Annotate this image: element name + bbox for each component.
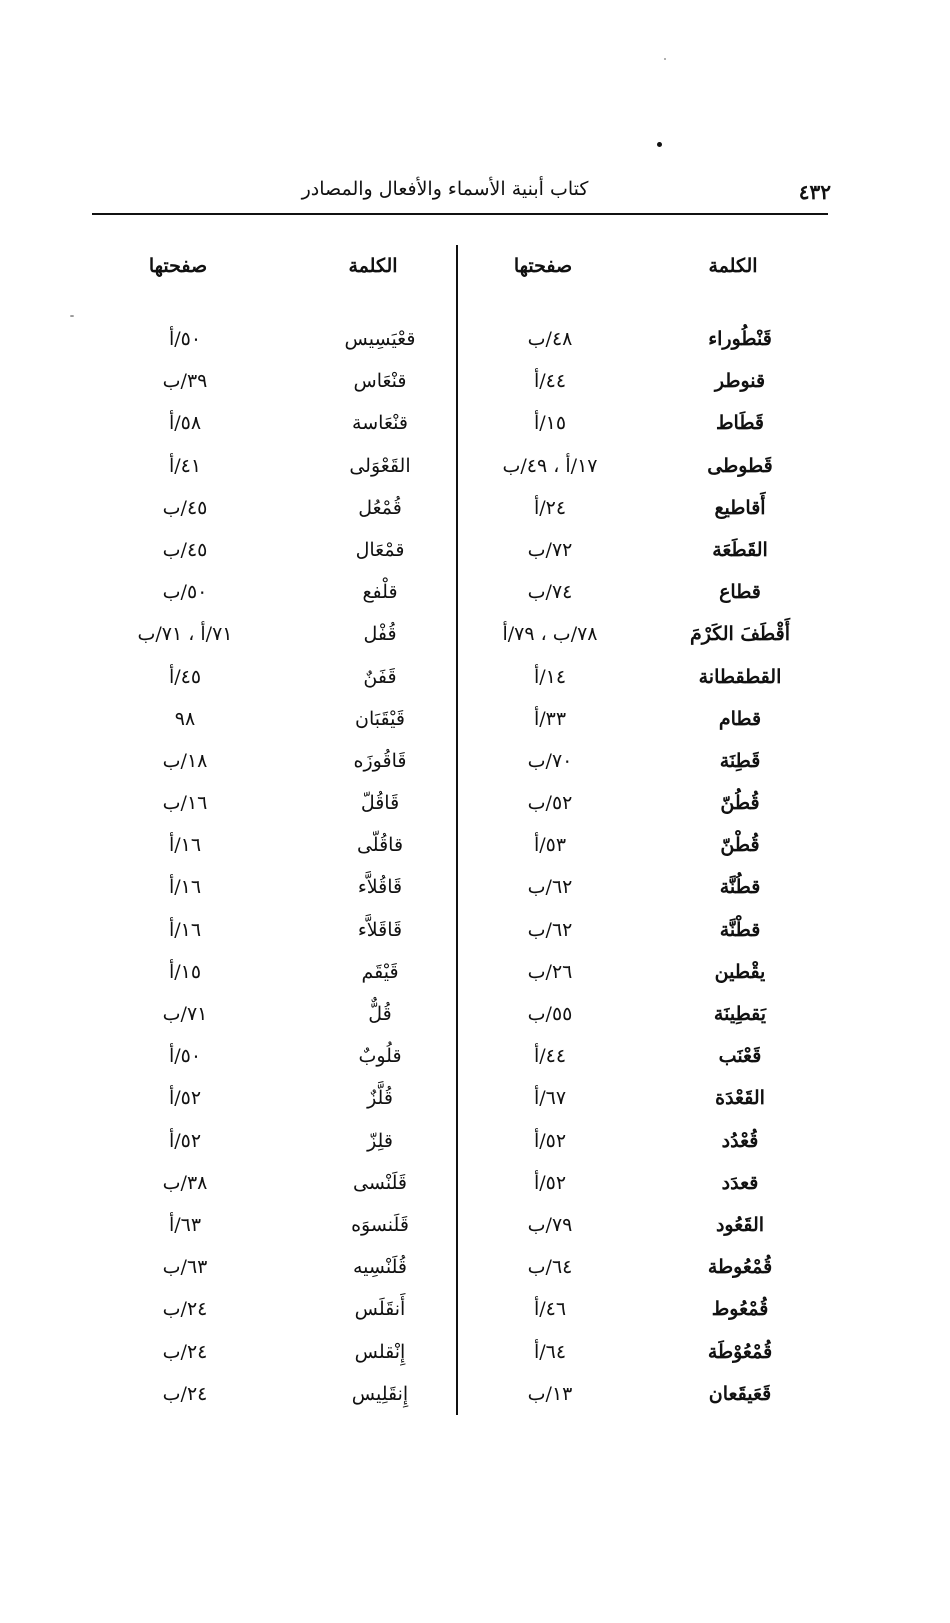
table-row (0, 828, 950, 870)
right-word-cell: أَقاطيع (714, 496, 766, 519)
left-page-cell: ٥٢/أ (168, 1087, 202, 1110)
table-row (0, 449, 950, 491)
left-word-cell: قعْيَسِيس (344, 328, 416, 350)
left-page-cell: ٥٠/ب (162, 581, 208, 604)
right-word-cell: قطام (718, 707, 762, 730)
left-page-cell: ٧١/أ ، ٧١/ب (137, 623, 233, 646)
left-page-cell: ٢٤/ب (162, 1382, 208, 1405)
running-title: كتاب أبنية الأسماء والأفعال والمصادر (301, 178, 589, 200)
left-word-cell: قُلَنْسِيه (353, 1256, 407, 1279)
right-page-header: صفحتها (513, 255, 573, 277)
right-word-cell: قَنْطُوراء (708, 328, 772, 350)
speck (70, 315, 74, 317)
table-row (0, 1292, 950, 1334)
left-page-cell: ٦٣/ب (162, 1256, 208, 1279)
left-word-cell: إِنقَلِيس (351, 1382, 409, 1405)
right-page-cell: ٦٧/أ (533, 1087, 567, 1110)
table-row (0, 406, 950, 448)
left-page-cell: ٤٥/أ (168, 665, 202, 688)
ink-dot (657, 142, 662, 147)
table-row (0, 1081, 950, 1123)
right-page-cell: ٥٢/أ (533, 1129, 567, 1152)
left-word-cell: قمْعَال (355, 538, 405, 561)
right-word-cell: يَقطِينَة (713, 1003, 767, 1025)
table-row (0, 955, 950, 997)
left-page-cell: ١٦/ب (162, 792, 208, 815)
left-word-cell: قلُوبٌ (358, 1045, 402, 1068)
left-page-cell: ١٦/أ (168, 834, 202, 857)
right-word-cell: قَطِنَة (719, 749, 761, 772)
left-page-cell: ٥٠/أ (168, 328, 202, 350)
right-page-cell: ٧٢/ب (527, 538, 573, 561)
left-page-header: صفحتها (148, 255, 208, 277)
right-page-cell: ٧٩/ب (527, 1213, 573, 1236)
right-page-cell: ١٤/أ (533, 665, 567, 688)
right-page-cell: ١٥/أ (533, 412, 567, 435)
right-page-cell: ٧٤/ب (527, 581, 573, 604)
right-page-cell: ٥٢/أ (533, 1171, 567, 1194)
right-page-cell: ٤٦/أ (533, 1298, 567, 1321)
right-word-cell: قَعْنَب (718, 1045, 762, 1068)
left-page-cell: ٤٥/ب (162, 538, 208, 561)
right-page-cell: ٦٤/أ (533, 1340, 567, 1363)
left-page-cell: ١٦/أ (168, 876, 202, 899)
left-page-cell: ٤٥/ب (162, 496, 208, 519)
left-word-cell: قنْعَاسة (352, 412, 408, 435)
table-row (0, 870, 950, 912)
right-page-cell: ٤٤/أ (533, 370, 567, 393)
right-word-cell: القَعُود (715, 1213, 765, 1236)
right-page-cell: ١٣/ب (527, 1382, 573, 1405)
table-row (0, 997, 950, 1039)
right-word-cell: قَطوطى (707, 454, 773, 477)
left-word-header: الكلمة (348, 255, 398, 277)
left-word-cell: قلْفع (362, 581, 398, 604)
left-page-cell: ٥٨/أ (168, 412, 202, 435)
right-word-cell: قُطُنّ (720, 792, 760, 815)
header-rule (92, 213, 828, 215)
left-word-cell: قَاقُوزَه (353, 749, 407, 772)
table-row (0, 575, 950, 617)
right-word-cell: يقْطين (714, 960, 766, 983)
left-word-cell: قنْعَاس (353, 370, 407, 393)
table-row (0, 744, 950, 786)
table-row (0, 1124, 950, 1166)
left-word-cell: قَفَنٌ (363, 665, 397, 688)
right-word-cell: قنوطر (714, 370, 766, 393)
right-word-cell: قُمْعُوطة (707, 1256, 773, 1279)
left-page-cell: ٢٤/ب (162, 1340, 208, 1363)
left-page-cell: ١٦/أ (168, 918, 202, 941)
right-page-cell: ٥٢/ب (527, 792, 573, 815)
right-word-header: الكلمة (708, 255, 758, 277)
right-page-cell: ٦٤/ب (527, 1256, 573, 1279)
table-row (0, 322, 950, 364)
table-row (0, 660, 950, 702)
right-word-cell: أَقْطَفَ الكَرْمَ (689, 623, 791, 646)
left-word-cell: قَيْقَم (361, 960, 399, 983)
left-word-cell: قُلٌّ (368, 1003, 392, 1025)
right-word-cell: القطقطانة (698, 665, 782, 688)
left-page-cell: ٦٣/أ (168, 1213, 202, 1236)
table-row (0, 786, 950, 828)
right-page-cell: ٥٣/أ (533, 834, 567, 857)
right-word-cell: قَطَاط (715, 412, 765, 435)
left-word-cell: قَيْقَبَان (355, 707, 405, 730)
table-row (0, 1335, 950, 1377)
index-table (0, 322, 950, 1419)
table-row (0, 913, 950, 955)
left-word-cell: قُفْل (363, 623, 397, 646)
table-row (0, 1039, 950, 1081)
left-word-cell: قلِزّ (367, 1129, 393, 1152)
right-page-cell: ١٧/أ ، ٤٩/ب (502, 454, 598, 477)
right-word-cell: القَعْدَة (715, 1087, 765, 1110)
left-page-cell: ٥٠/أ (168, 1045, 202, 1068)
left-word-cell: قَاقُلّ (360, 792, 400, 815)
right-word-cell: قطُنَّة (719, 876, 761, 899)
right-page-cell: ٤٨/ب (527, 328, 573, 350)
right-word-cell: قُمْعُوْطَة (707, 1340, 773, 1363)
left-word-cell: قُمْعُل (358, 496, 402, 519)
right-page-cell: ٥٥/ب (527, 1003, 573, 1025)
left-word-cell: أَنقَلَس (354, 1298, 406, 1321)
left-page-cell: ١٨/ب (162, 749, 208, 772)
left-word-cell: قَلَنسوَه (351, 1213, 409, 1236)
right-word-cell: قُعْدُد (721, 1129, 759, 1152)
left-page-cell: ٢٤/ب (162, 1298, 208, 1321)
left-page-cell: ٩٨ (174, 707, 196, 730)
left-word-cell: قَاقُلاَّء (357, 876, 403, 899)
table-row (0, 1208, 950, 1250)
right-word-cell: القَطَعَة (712, 538, 768, 561)
right-page-cell: ٢٤/أ (533, 496, 567, 519)
right-page-cell: ٦٢/ب (527, 876, 573, 899)
right-word-cell: قُمْعُوط (711, 1298, 769, 1321)
table-row (0, 364, 950, 406)
left-page-cell: ٧١/ب (162, 1003, 208, 1025)
left-page-cell: ٣٩/ب (162, 370, 208, 393)
right-word-cell: قُطْنّ (720, 834, 760, 857)
left-word-cell: قَلَنْسى (353, 1171, 407, 1194)
left-word-cell: القَعْوَلى (349, 454, 411, 477)
left-word-cell: إِنْقلس (354, 1340, 406, 1363)
right-word-cell: قطْنَّة (719, 918, 761, 941)
left-page-cell: ١٥/أ (168, 960, 202, 983)
left-word-cell: قاقُلّى (356, 834, 404, 857)
left-page-cell: ٣٨/ب (162, 1171, 208, 1194)
right-word-cell: قَعَيقَعان (708, 1382, 772, 1405)
table-row (0, 1166, 950, 1208)
page-number: ٤٣٢ (798, 180, 831, 204)
table-row (0, 491, 950, 533)
right-page-cell: ٤٤/أ (533, 1045, 567, 1068)
right-page-cell: ٣٣/أ (533, 707, 567, 730)
left-page-cell: ٤١/أ (168, 454, 202, 477)
table-row (0, 702, 950, 744)
right-word-cell: قطاع (719, 581, 761, 604)
right-page-cell: ٧٨/ب ، ٧٩/أ (502, 623, 598, 646)
left-page-cell: ٥٢/أ (168, 1129, 202, 1152)
right-page-cell: ٢٦/ب (527, 960, 573, 983)
right-word-cell: قعدَد (721, 1171, 759, 1194)
speck (664, 58, 666, 60)
table-row (0, 617, 950, 659)
left-word-cell: قُلَّزٌ (367, 1087, 393, 1110)
right-page-cell: ٧٠/ب (527, 749, 573, 772)
table-row (0, 1377, 950, 1419)
table-row (0, 533, 950, 575)
right-page-cell: ٦٢/ب (527, 918, 573, 941)
table-row (0, 1250, 950, 1292)
left-word-cell: قَاقَلاَّء (357, 918, 403, 941)
